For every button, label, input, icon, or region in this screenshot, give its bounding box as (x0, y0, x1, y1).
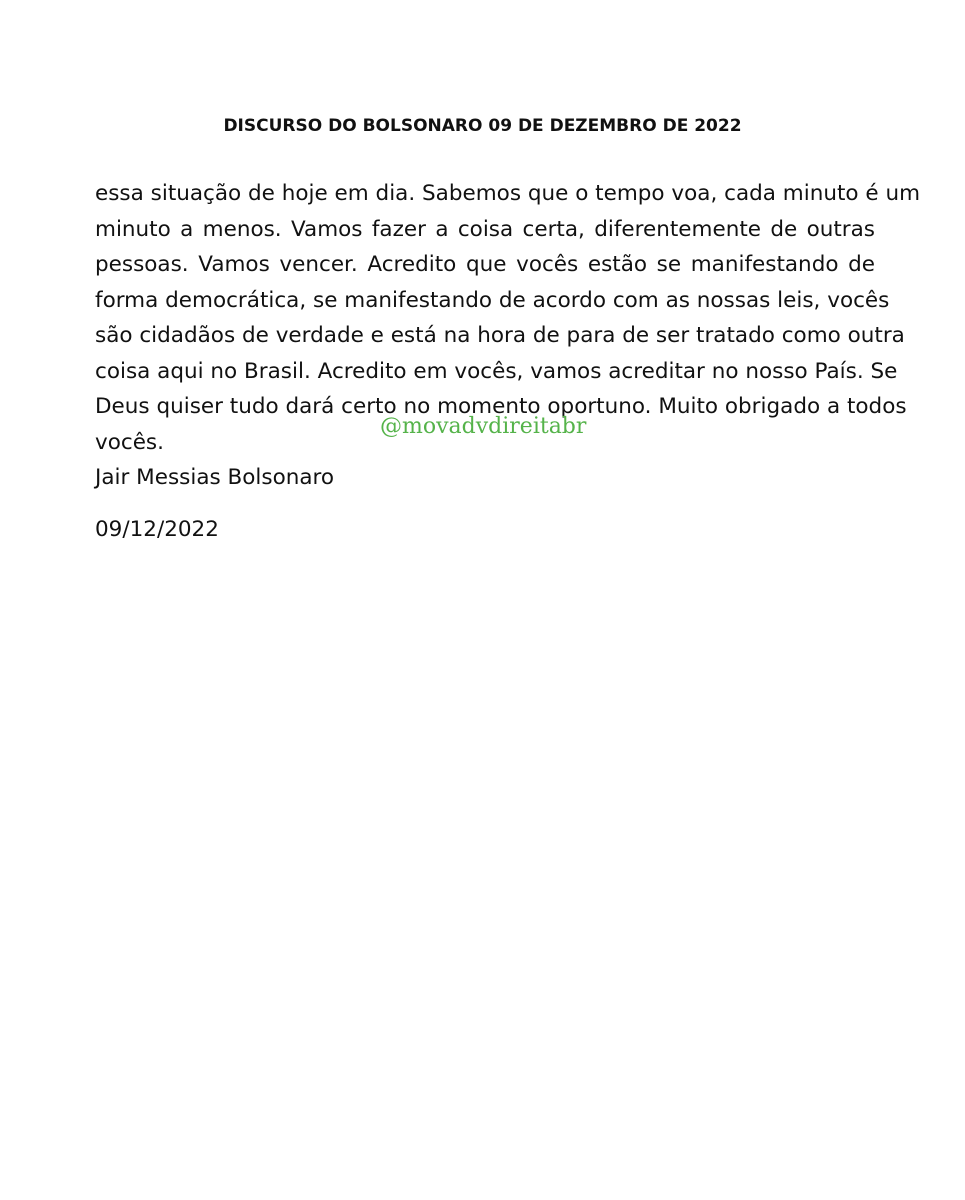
document-date: 09/12/2022 (95, 517, 219, 542)
speech-line: coisa aqui no Brasil. Acredito em vocês, vamos acreditar no nosso País. Se (95, 358, 898, 384)
speech-line: são cidadãos de verdade e está na hora de para de ser tratado como outra (95, 323, 905, 348)
speech-line: forma democrática, se manifestando de acordo com as nossas leis, vocês (95, 287, 890, 313)
speech-line: minuto a menos. Vamos fazer a coisa certa, diferentemente de outras (95, 216, 875, 242)
watermark-handle: @movadvdireitabr (380, 414, 587, 439)
document-title: DISCURSO DO BOLSONARO 09 DE DEZEMBRO DE 2022 (223, 116, 742, 136)
signature: Jair Messias Bolsonaro (95, 465, 335, 490)
speech-line: vocês. (95, 429, 164, 455)
speech-line: essa situação de hoje em dia. Sabemos que o tempo voa, cada minuto é um (95, 181, 921, 206)
speech-line: Deus quiser tudo dará certo no momento oportuno. Muito obrigado a todos (95, 394, 907, 419)
speech-line: pessoas. Vamos vencer. Acredito que vocês estão se manifestando de (95, 252, 875, 277)
